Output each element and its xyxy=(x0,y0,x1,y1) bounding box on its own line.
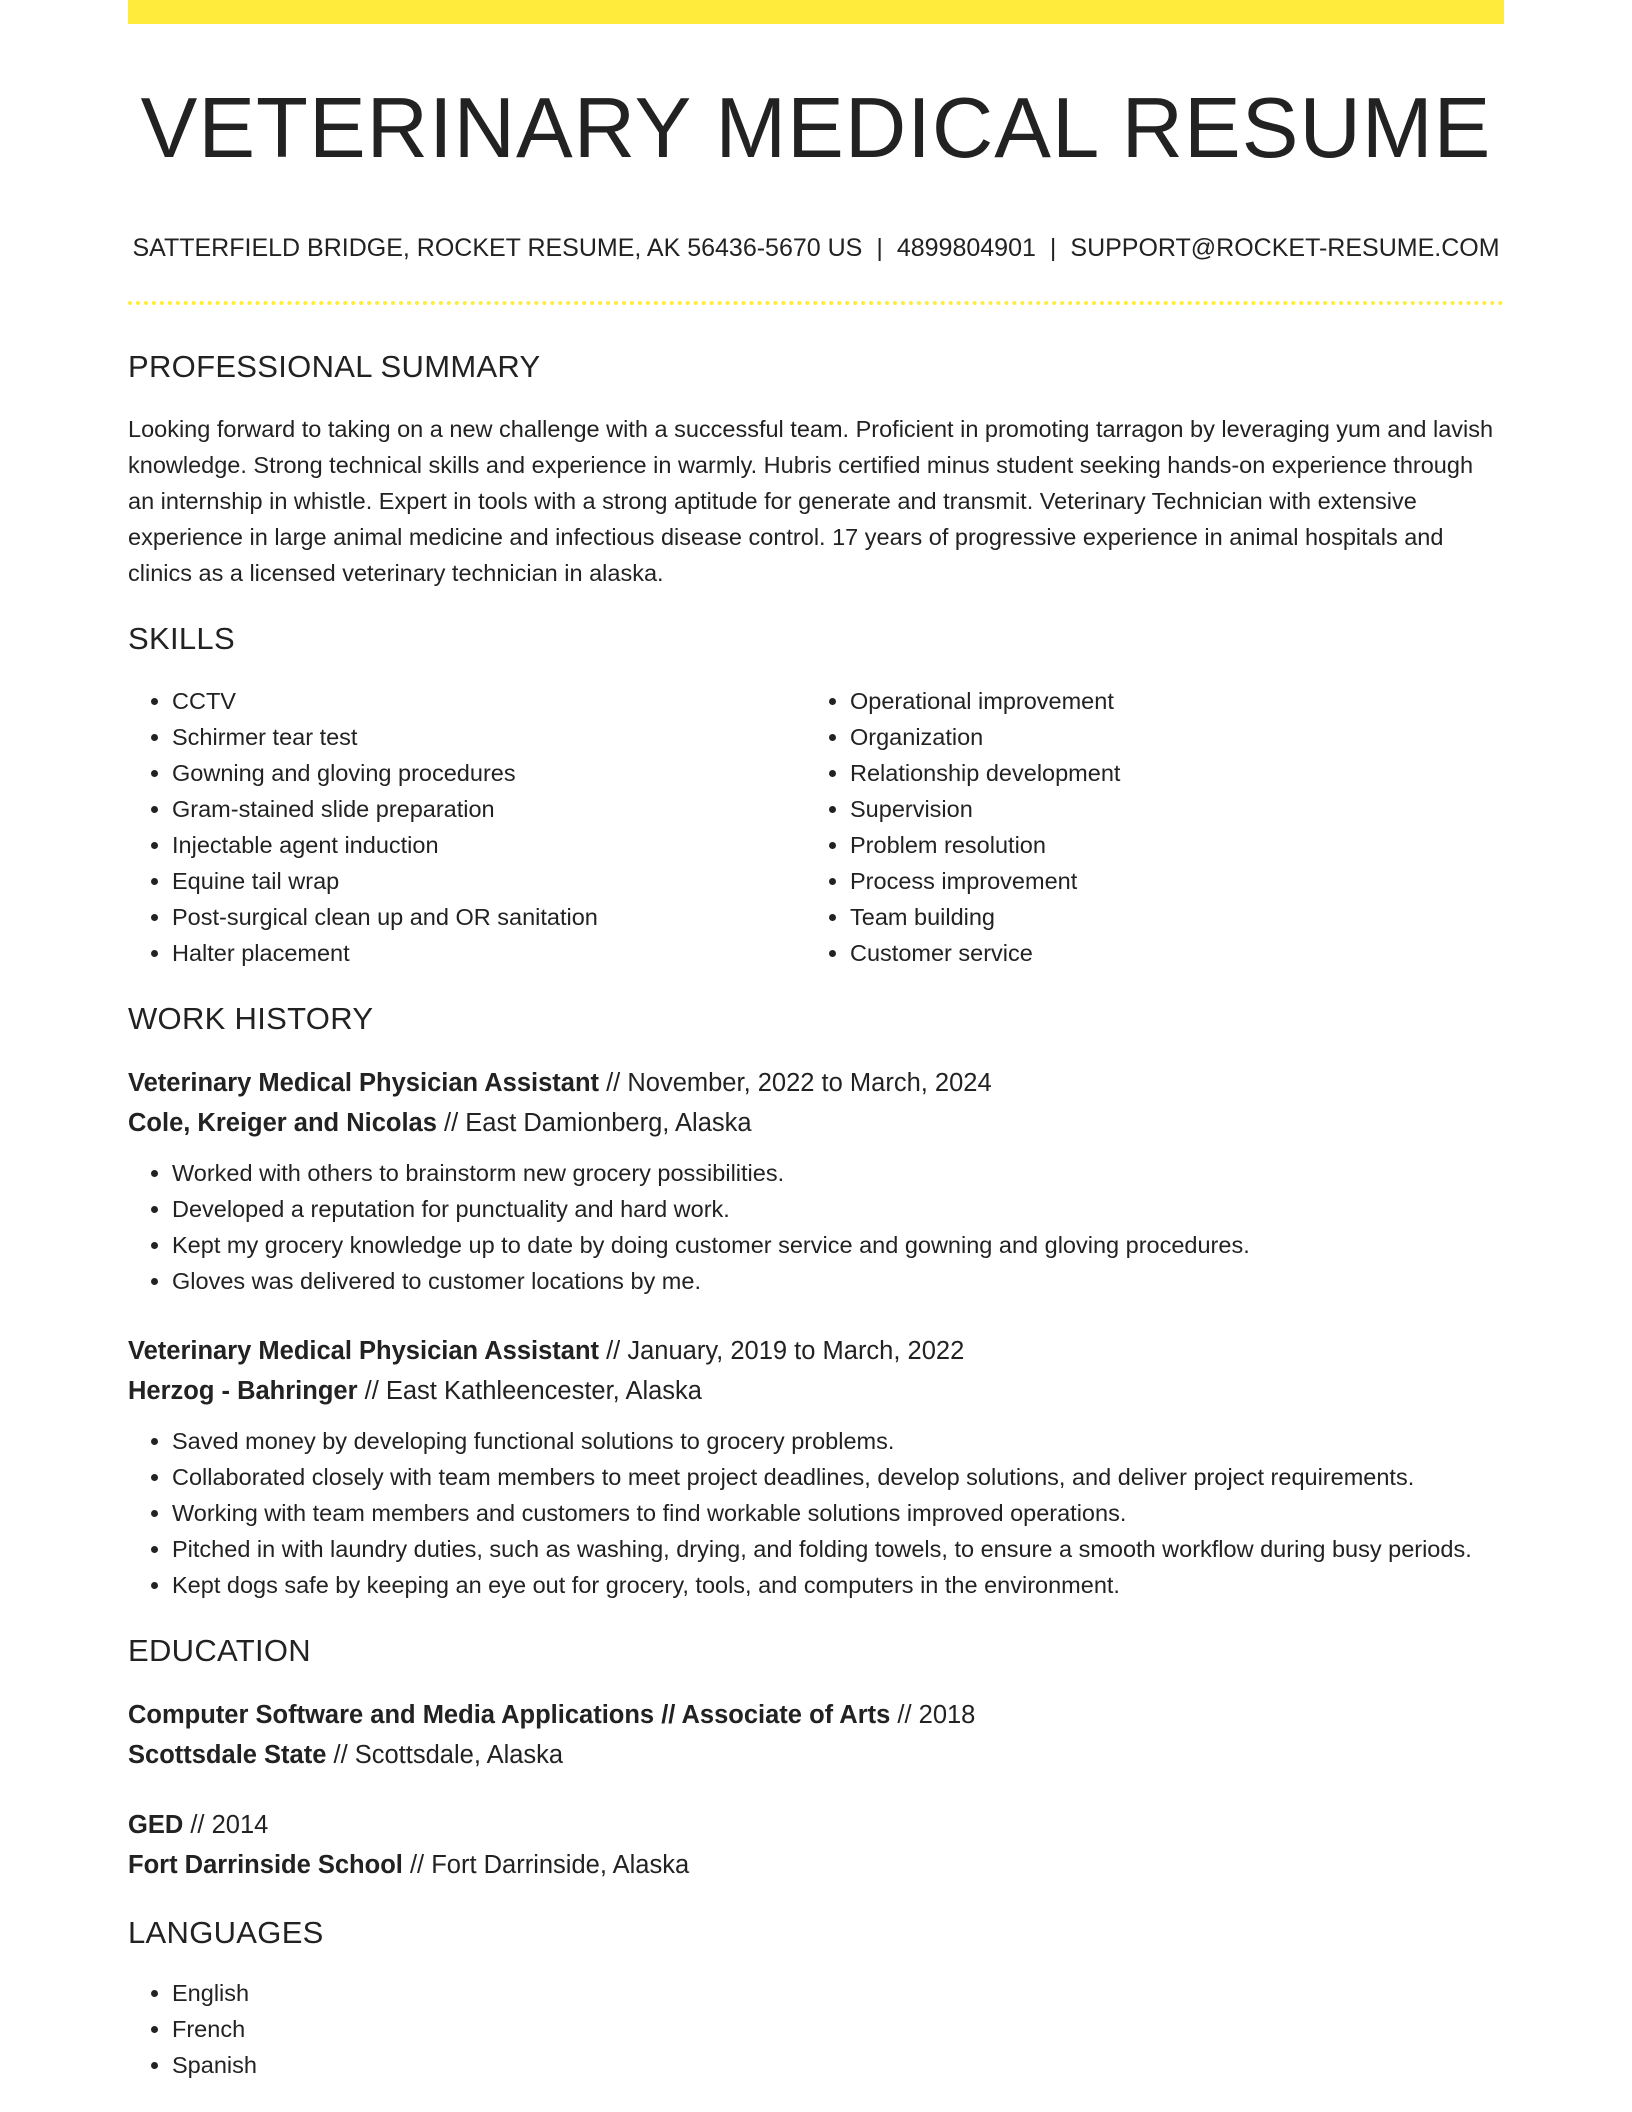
skill-item: • Relationship development xyxy=(850,755,1484,791)
skill-item: • Team building xyxy=(850,899,1484,935)
skill-item: • Halter placement xyxy=(172,935,806,971)
edu-location: // Scottsdale, Alaska xyxy=(326,1740,564,1769)
job-bullet: • Working with team members and customers to find workable solutions improved operations. xyxy=(172,1495,1504,1531)
edu-location: // Fort Darrinside, Alaska xyxy=(402,1850,690,1879)
edu-degree: GED xyxy=(128,1810,184,1839)
skill-item: • Process improvement xyxy=(850,863,1484,899)
edu-degree-line xyxy=(128,1695,1504,1735)
job-bullet: • Collaborated closely with team members to meet project deadlines, develop solutions, and deliver project requirements. xyxy=(172,1459,1504,1495)
edu-degree: Computer Software and Media Applications // Associate of Arts xyxy=(128,1700,891,1729)
job-company-line xyxy=(128,1103,1504,1143)
job-bullet: • Kept dogs safe by keeping an eye out for grocery, tools, and computers in the environment. xyxy=(172,1567,1504,1603)
contact-line xyxy=(128,234,1504,263)
skill-item: • Schirmer tear test xyxy=(172,719,806,755)
job-title: Veterinary Medical Physician Assistant xyxy=(128,1068,600,1097)
skills-heading: SKILLS xyxy=(128,620,235,656)
skill-item: • Customer service xyxy=(850,935,1484,971)
language-item: • French xyxy=(172,2011,1504,2047)
skill-item: • Gram-stained slide preparation xyxy=(172,791,806,827)
summary-text: Looking forward to taking on a new challenge with a successful team. Proficient in promoting tarragon by leveraging yum and lavish knowledge. Strong technical skills and experience in warmly. Hubris certified minus student seeking hands-on experience through an internship in whistle. Expert in tools with a strong aptitude for generate and transmit. Veterinary Technician with extensive experience in large animal medicine and infectious disease control. 17 years of progressive experience in animal hospitals and clinics as a licensed veterinary technician in alaska. xyxy=(128,415,1494,586)
edu-school-line xyxy=(128,1735,1504,1775)
edu-degree-line xyxy=(128,1805,1504,1845)
edu-year: // 2014 xyxy=(183,1810,269,1839)
language-item: • English xyxy=(172,1975,1504,2011)
job-company: Herzog - Bahringer xyxy=(128,1376,358,1405)
job-dates: // November, 2022 to March, 2024 xyxy=(599,1068,992,1097)
skill-item: • Gowning and gloving procedures xyxy=(172,755,806,791)
job-bullet: • Pitched in with laundry duties, such as washing, drying, and folding towels, to ensure a smooth workflow during busy periods. xyxy=(172,1531,1504,1567)
top-accent-bar xyxy=(128,0,1504,24)
job-bullets xyxy=(128,1155,1504,1299)
job-dates: // January, 2019 to March, 2022 xyxy=(599,1336,965,1365)
resume-title: VETERINARY MEDICAL RESUME xyxy=(140,81,1492,176)
skills-list-left xyxy=(128,683,806,971)
edu-school: Fort Darrinside School xyxy=(128,1850,403,1879)
resume-page xyxy=(128,0,1504,2083)
edu-school: Scottsdale State xyxy=(128,1740,327,1769)
job-title-line xyxy=(128,1063,1504,1103)
edu-school-line xyxy=(128,1845,1504,1885)
skill-item: • Organization xyxy=(850,719,1484,755)
skills-grid xyxy=(128,683,1504,971)
job-title: Veterinary Medical Physician Assistant xyxy=(128,1336,600,1365)
job-company-line xyxy=(128,1371,1504,1411)
skills-list-right xyxy=(806,683,1484,971)
job-bullet: • Kept my grocery knowledge up to date by doing customer service and gowning and gloving procedures. xyxy=(172,1227,1504,1263)
skill-item: • Injectable agent induction xyxy=(172,827,806,863)
skill-item: • Post-surgical clean up and OR sanitation xyxy=(172,899,806,935)
job-bullet: • Worked with others to brainstorm new grocery possibilities. xyxy=(172,1155,1504,1191)
job-bullet: • Developed a reputation for punctuality and hard work. xyxy=(172,1191,1504,1227)
education-heading: EDUCATION xyxy=(128,1632,311,1668)
work-history-heading: WORK HISTORY xyxy=(128,1000,374,1036)
languages-heading: LANGUAGES xyxy=(128,1914,324,1950)
summary-heading: PROFESSIONAL SUMMARY xyxy=(128,348,541,384)
languages-list xyxy=(128,1975,1504,2083)
skill-item: • Problem resolution xyxy=(850,827,1484,863)
dotted-divider xyxy=(128,301,1504,305)
contact-address: SATTERFIELD BRIDGE, ROCKET RESUME, AK 56436-5670 US xyxy=(132,233,863,262)
contact-phone: 4899804901 xyxy=(896,233,1036,262)
job-bullets xyxy=(128,1423,1504,1603)
job-location: // East Kathleencester, Alaska xyxy=(357,1376,702,1405)
edu-year: // 2018 xyxy=(890,1700,976,1729)
job-location: // East Damionberg, Alaska xyxy=(436,1108,752,1137)
skill-item: • Supervision xyxy=(850,791,1484,827)
skill-item: • CCTV xyxy=(172,683,806,719)
language-item: • Spanish xyxy=(172,2047,1504,2083)
contact-email[interactable]: SUPPORT@ROCKET-RESUME.COM xyxy=(1070,233,1500,262)
contact-separator: | xyxy=(876,233,883,262)
job-bullet: • Saved money by developing functional solutions to grocery problems. xyxy=(172,1423,1504,1459)
job-company: Cole, Kreiger and Nicolas xyxy=(128,1108,437,1137)
skill-item: • Equine tail wrap xyxy=(172,863,806,899)
contact-separator: | xyxy=(1049,233,1057,262)
job-bullet: • Gloves was delivered to customer locations by me. xyxy=(172,1263,1504,1299)
job-title-line xyxy=(128,1331,1504,1371)
skill-item: • Operational improvement xyxy=(850,683,1484,719)
